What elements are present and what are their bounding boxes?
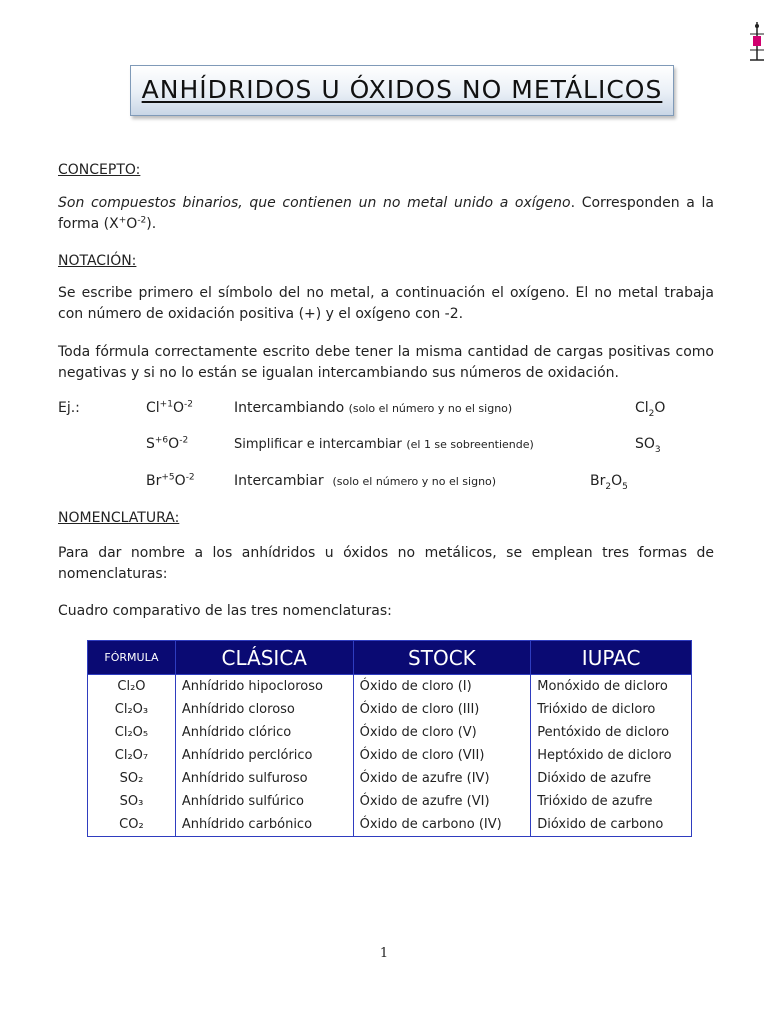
page-title: ANHÍDRIDOS U ÓXIDOS NO METÁLICOS: [141, 75, 663, 104]
nomenclatura-paragraph-1: Para dar nombre a los anhídridos u óxidos no metálicos, se emplean tres formas de nomenclaturas:: [58, 545, 714, 582]
formula-cell: SO₂: [88, 767, 176, 790]
example-reactants: $Br^{+5}O^{-2}$: [146, 472, 195, 489]
iupac-cell: Pentóxido de dicloro: [531, 721, 692, 744]
o-superscript: -2: [137, 215, 147, 226]
school-logo-icon: [746, 20, 768, 62]
iupac-cell: Dióxido de azufre: [531, 767, 692, 790]
iupac-cell: Trióxido de azufre: [531, 790, 692, 813]
header-iupac: IUPAC: [531, 641, 692, 675]
concepto-heading: CONCEPTO:: [58, 162, 141, 178]
o-letter: O: [126, 216, 138, 232]
iupac-cell: Trióxido de dicloro: [531, 698, 692, 721]
example-reactants: $Cl^{+1}O^{-2}$: [146, 399, 193, 416]
formula-cell: SO₃: [88, 790, 176, 813]
clasica-cell: Anhídrido clórico: [175, 721, 353, 744]
notacion-paragraph-1: Se escribe primero el símbolo del no metal, a continuación el oxígeno. El no metal trabaja con número de oxidación positiva (+) y el oxígeno con -2.: [58, 285, 714, 322]
example-action: Simplificar e intercambiar (el 1 se sobreentiende): [234, 437, 534, 452]
ejemplos-label: Ej.:: [58, 400, 80, 416]
example-result: $SO_3$: [635, 436, 661, 455]
table-row: [88, 813, 692, 837]
nomenclatura-paragraph-2: Cuadro comparativo de las tres nomenclaturas:: [58, 603, 392, 619]
nomenclature-table: [87, 640, 692, 837]
nomenclatura-heading: NOMENCLATURA:: [58, 510, 180, 526]
formula-cell: Cl₂O: [88, 675, 176, 699]
clasica-cell: Anhídrido sulfúrico: [175, 790, 353, 813]
stock-cell: Óxido de azufre (IV): [353, 767, 531, 790]
x-superscript: +: [118, 215, 127, 226]
stock-cell: Óxido de cloro (V): [353, 721, 531, 744]
table-row: [88, 744, 692, 767]
concepto-text: [58, 193, 714, 235]
header-formula: FÓRMULA: [88, 641, 176, 675]
table-row: [88, 698, 692, 721]
stock-cell: Óxido de cloro (VII): [353, 744, 531, 767]
clasica-cell: Anhídrido hipocloroso: [175, 675, 353, 699]
notacion-paragraph-2: Toda fórmula correctamente escrito debe tener la misma cantidad de cargas positivas como negativas y si no lo están se igualan intercambiando sus números de oxidación.: [58, 344, 714, 381]
example-result: $Br_2O_5$: [590, 473, 628, 492]
example-action: Intercambiar (solo el número y no el signo): [234, 473, 497, 489]
table-header-row: [88, 641, 692, 675]
clasica-cell: Anhídrido carbónico: [175, 813, 353, 837]
formula-cell: Cl₂O₇: [88, 744, 176, 767]
stock-cell: Óxido de cloro (I): [353, 675, 531, 699]
stock-cell: Óxido de azufre (VI): [353, 790, 531, 813]
example-reactants: $S^{+6}O^{-2}$: [146, 435, 189, 452]
concepto-rest: . Corresponden a la forma (X: [58, 195, 714, 232]
formula-cell: CO₂: [88, 813, 176, 837]
formula-cell: Cl₂O₅: [88, 721, 176, 744]
table-row: [88, 675, 692, 699]
formula-cell: Cl₂O₃: [88, 698, 176, 721]
header-stock: STOCK: [353, 641, 531, 675]
concepto-close: ).: [146, 216, 157, 232]
example-action: Intercambiando (solo el número y no el signo): [234, 400, 513, 416]
concepto-italic: Son compuestos binarios, que contienen un no metal unido a oxígeno: [58, 195, 571, 211]
stock-cell: Óxido de cloro (III): [353, 698, 531, 721]
example-row: [0, 433, 768, 455]
clasica-cell: Anhídrido cloroso: [175, 698, 353, 721]
notacion-heading: NOTACIÓN:: [58, 253, 137, 269]
clasica-cell: Anhídrido perclórico: [175, 744, 353, 767]
example-row: [0, 470, 768, 492]
table-row: [88, 721, 692, 744]
iupac-cell: Heptóxido de dicloro: [531, 744, 692, 767]
table-row: [88, 790, 692, 813]
example-result: $Cl_2O$: [635, 400, 666, 419]
page-number: 1: [379, 946, 389, 961]
iupac-cell: Monóxido de dicloro: [531, 675, 692, 699]
clasica-cell: Anhídrido sulfuroso: [175, 767, 353, 790]
example-row: [0, 397, 768, 419]
stock-cell: Óxido de carbono (IV): [353, 813, 531, 837]
header-clasica: CLÁSICA: [175, 641, 353, 675]
iupac-cell: Dióxido de carbono: [531, 813, 692, 837]
title-banner: [130, 65, 674, 116]
table-row: [88, 767, 692, 790]
